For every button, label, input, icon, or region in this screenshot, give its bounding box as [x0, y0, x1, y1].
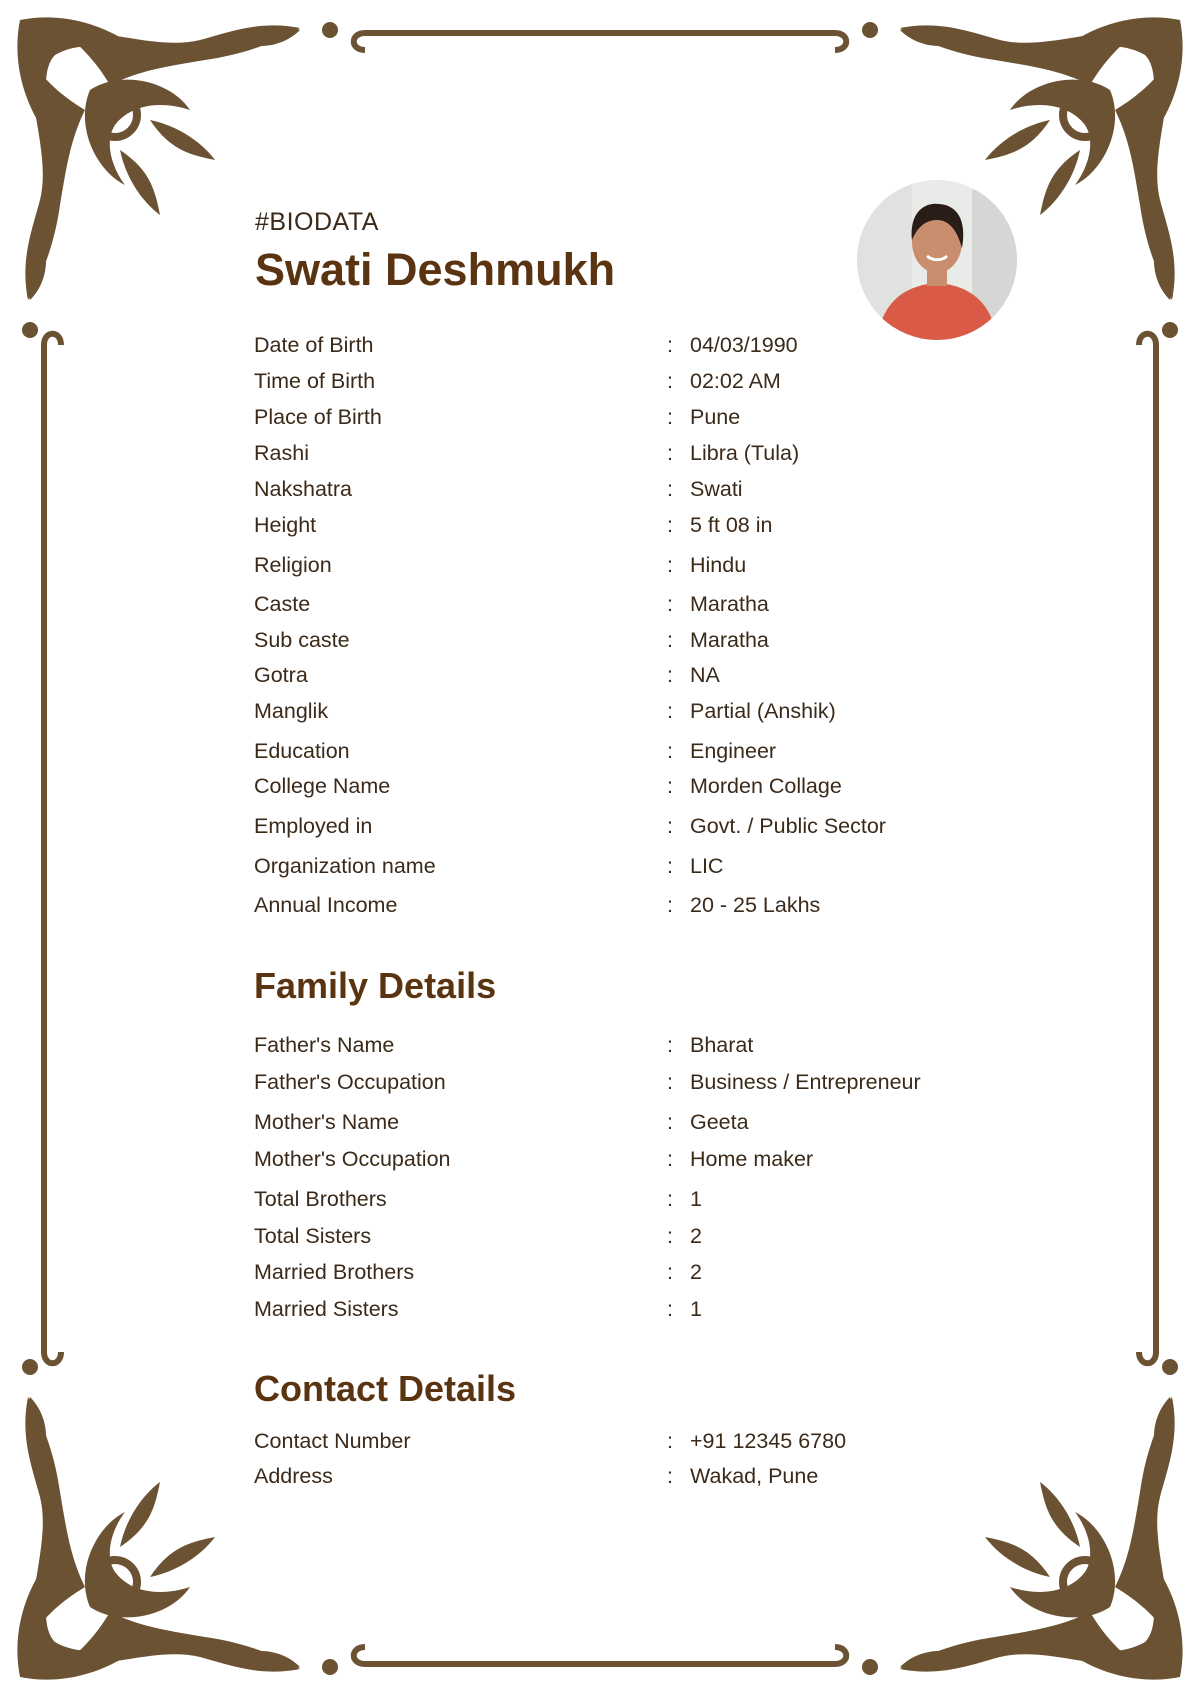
detail-value: Maratha — [690, 592, 769, 616]
detail-value: Libra (Tula) — [690, 441, 800, 465]
separator: : — [667, 477, 673, 501]
detail-label: Mother's Name — [254, 1110, 400, 1134]
detail-value: Engineer — [690, 739, 777, 763]
detail-row — [0, 854, 1200, 888]
detail-value: +91 12345 6780 — [690, 1429, 847, 1453]
separator: : — [667, 1070, 673, 1094]
separator: : — [667, 553, 673, 577]
family-row — [0, 1147, 1200, 1181]
detail-label: Contact Number — [254, 1429, 411, 1453]
family-row — [0, 1297, 1200, 1331]
detail-label: Education — [254, 739, 350, 763]
detail-value: Wakad, Pune — [690, 1464, 819, 1488]
detail-value: Partial (Anshik) — [690, 699, 836, 723]
detail-label: Gotra — [254, 663, 308, 687]
detail-label: Employed in — [254, 814, 373, 838]
detail-row — [0, 592, 1200, 626]
detail-value: 02:02 AM — [690, 369, 781, 393]
detail-label: Date of Birth — [254, 333, 374, 357]
profile-photo — [857, 180, 1017, 340]
detail-row — [0, 369, 1200, 403]
detail-value: Govt. / Public Sector — [690, 814, 886, 838]
detail-label: Mother's Occupation — [254, 1147, 451, 1171]
detail-value: Morden Collage — [690, 774, 842, 798]
person-name: Swati Deshmukh — [255, 244, 616, 295]
detail-value: 2 — [690, 1224, 702, 1248]
separator: : — [667, 1260, 673, 1284]
detail-label: Father's Name — [254, 1033, 395, 1057]
detail-value: 20 - 25 Lakhs — [690, 893, 821, 917]
detail-row — [0, 333, 1200, 367]
separator: : — [667, 333, 673, 357]
contact-row — [0, 1464, 1200, 1498]
separator: : — [667, 441, 673, 465]
separator: : — [667, 739, 673, 763]
detail-row — [0, 739, 1200, 773]
detail-value: 1 — [690, 1297, 702, 1321]
detail-value: NA — [690, 663, 720, 687]
detail-value: Pune — [690, 405, 741, 429]
detail-label: Manglik — [254, 699, 329, 723]
separator: : — [667, 893, 673, 917]
detail-row — [0, 663, 1200, 697]
detail-label: Place of Birth — [254, 405, 382, 429]
detail-label: Address — [254, 1464, 333, 1488]
detail-label: Organization name — [254, 854, 436, 878]
separator: : — [667, 774, 673, 798]
separator: : — [667, 369, 673, 393]
family-details-heading: Family Details — [254, 965, 497, 1006]
separator: : — [667, 1110, 673, 1134]
separator: : — [667, 592, 673, 616]
family-row — [0, 1187, 1200, 1221]
separator: : — [667, 1224, 673, 1248]
family-row — [0, 1260, 1200, 1294]
detail-value: Maratha — [690, 628, 769, 652]
detail-label: Nakshatra — [254, 477, 352, 501]
separator: : — [667, 1147, 673, 1171]
contact-row — [0, 1429, 1200, 1463]
detail-row — [0, 893, 1200, 927]
detail-row — [0, 441, 1200, 475]
detail-label: Annual Income — [254, 893, 398, 917]
separator: : — [667, 405, 673, 429]
separator: : — [667, 1033, 673, 1057]
detail-value: LIC — [690, 854, 724, 878]
separator: : — [667, 854, 673, 878]
separator: : — [667, 513, 673, 537]
detail-row — [0, 628, 1200, 662]
family-row — [0, 1224, 1200, 1258]
detail-label: Total Sisters — [254, 1224, 372, 1248]
detail-value: 1 — [690, 1187, 702, 1211]
detail-value: Hindu — [690, 553, 747, 577]
separator: : — [667, 1464, 673, 1488]
biodata-tag: #BIODATA — [255, 208, 379, 236]
detail-row — [0, 477, 1200, 511]
detail-row — [0, 553, 1200, 587]
detail-label: Caste — [254, 592, 311, 616]
detail-label: Married Sisters — [254, 1297, 399, 1321]
detail-row — [0, 814, 1200, 848]
detail-label: Height — [254, 513, 317, 537]
detail-value: Business / Entrepreneur — [690, 1070, 921, 1094]
family-row — [0, 1110, 1200, 1144]
contact-details-heading: Contact Details — [254, 1368, 517, 1409]
detail-label: Religion — [254, 553, 332, 577]
separator: : — [667, 814, 673, 838]
detail-value: Geeta — [690, 1110, 749, 1134]
separator: : — [667, 663, 673, 687]
detail-label: Married Brothers — [254, 1260, 415, 1284]
detail-label: College Name — [254, 774, 391, 798]
family-row — [0, 1070, 1200, 1104]
detail-value: Swati — [690, 477, 743, 501]
detail-label: Sub caste — [254, 628, 350, 652]
detail-label: Total Brothers — [254, 1187, 387, 1211]
detail-value: 04/03/1990 — [690, 333, 798, 357]
separator: : — [667, 1187, 673, 1211]
separator: : — [667, 1429, 673, 1453]
detail-value: 2 — [690, 1260, 702, 1284]
detail-row — [0, 405, 1200, 439]
detail-value: 5 ft 08 in — [690, 513, 773, 537]
separator: : — [667, 628, 673, 652]
separator: : — [667, 699, 673, 723]
family-row — [0, 1033, 1200, 1067]
detail-label: Rashi — [254, 441, 309, 465]
detail-value: Bharat — [690, 1033, 754, 1057]
detail-value: Home maker — [690, 1147, 814, 1171]
detail-row — [0, 699, 1200, 733]
detail-row — [0, 513, 1200, 547]
separator: : — [667, 1297, 673, 1321]
detail-label: Time of Birth — [254, 369, 376, 393]
detail-label: Father's Occupation — [254, 1070, 446, 1094]
detail-row — [0, 774, 1200, 808]
